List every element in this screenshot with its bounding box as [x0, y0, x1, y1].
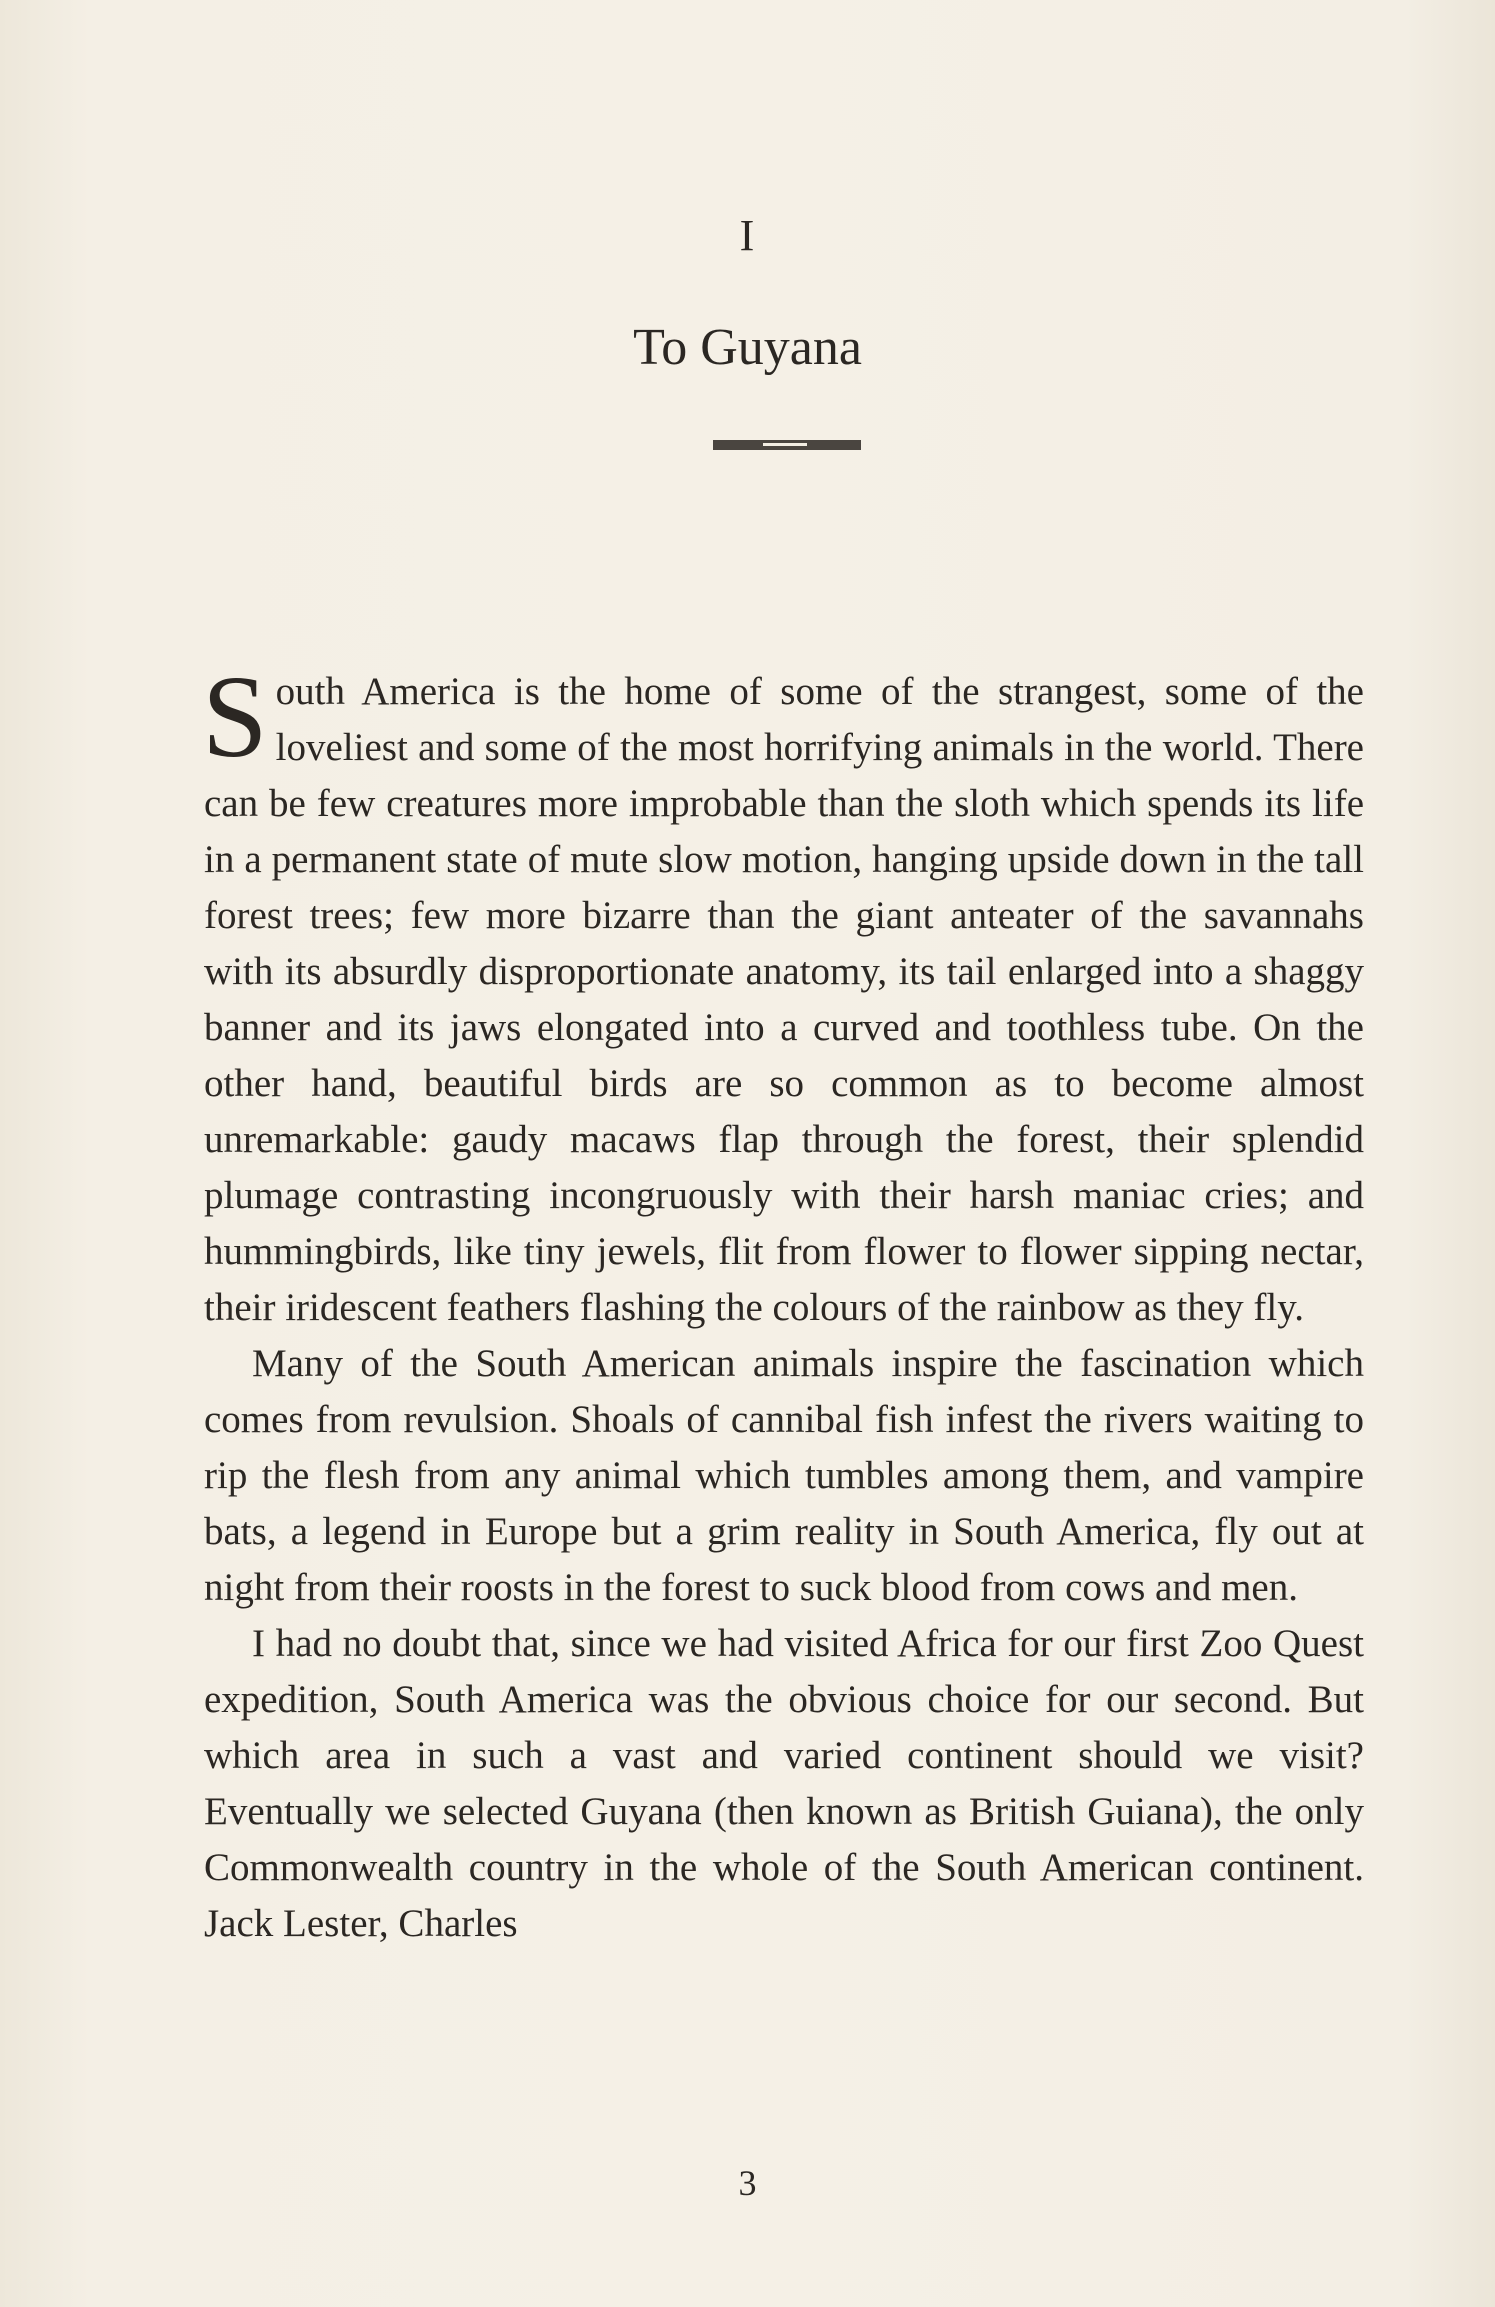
chapter-number: I — [739, 211, 756, 260]
paragraph-2: Many of the South American animals inspire the fascination which comes from revulsion. Shoals of cannibal fish infest the rivers waiting to rip the flesh from any animal which tumbles among them, and vampire bats, a legend in Europe but a grim reality in South America, fly out at night from their roosts in the forest to suck blood from cows and men. — [204, 1342, 1364, 1609]
paragraph-1-text: outh America is the home of some of the strangest, some of the loveliest and some of the most horrifying animals in the world. There can be few creatures more improbable than the sloth which spends its life in a permanent state of mute slow motion, hanging upside down in the tall forest trees; few more bizarre than the giant anteater of the savannahs with its absurdly disproportionate anatomy, its tail enlarged into a shaggy banner and its jaws elongated into a curved and toothless tube. On the other hand, beautiful birds are so common as to become almost unremarkable: gaudy macaws flap through the forest, their splendid plumage contrasting incongruously with their harsh maniac cries; and hummingbirds, like tiny jewels, flit from flower to flower sipping nectar, their iridescent feathers flashing the colours of the rainbow as they fly. — [204, 670, 1364, 1329]
paragraph-1 — [202, 651, 1364, 1336]
drop-cap: S — [202, 651, 268, 782]
page-number: 3 — [738, 2163, 757, 2203]
ornament-divider — [713, 440, 861, 450]
chapter-body — [202, 651, 1364, 1952]
paragraph-3: I had no doubt that, since we had visited Africa for our first Zoo Quest expedition, South America was the obvious choice for our second. But which area in such a vast and varied continent should we visit? Eventually we selected Guyana (then known as British Guiana), the only Commonwealth country in the whole of the South American continent. Jack Lester, Charles — [204, 1622, 1364, 1945]
chapter-title: To Guyana — [633, 319, 862, 376]
